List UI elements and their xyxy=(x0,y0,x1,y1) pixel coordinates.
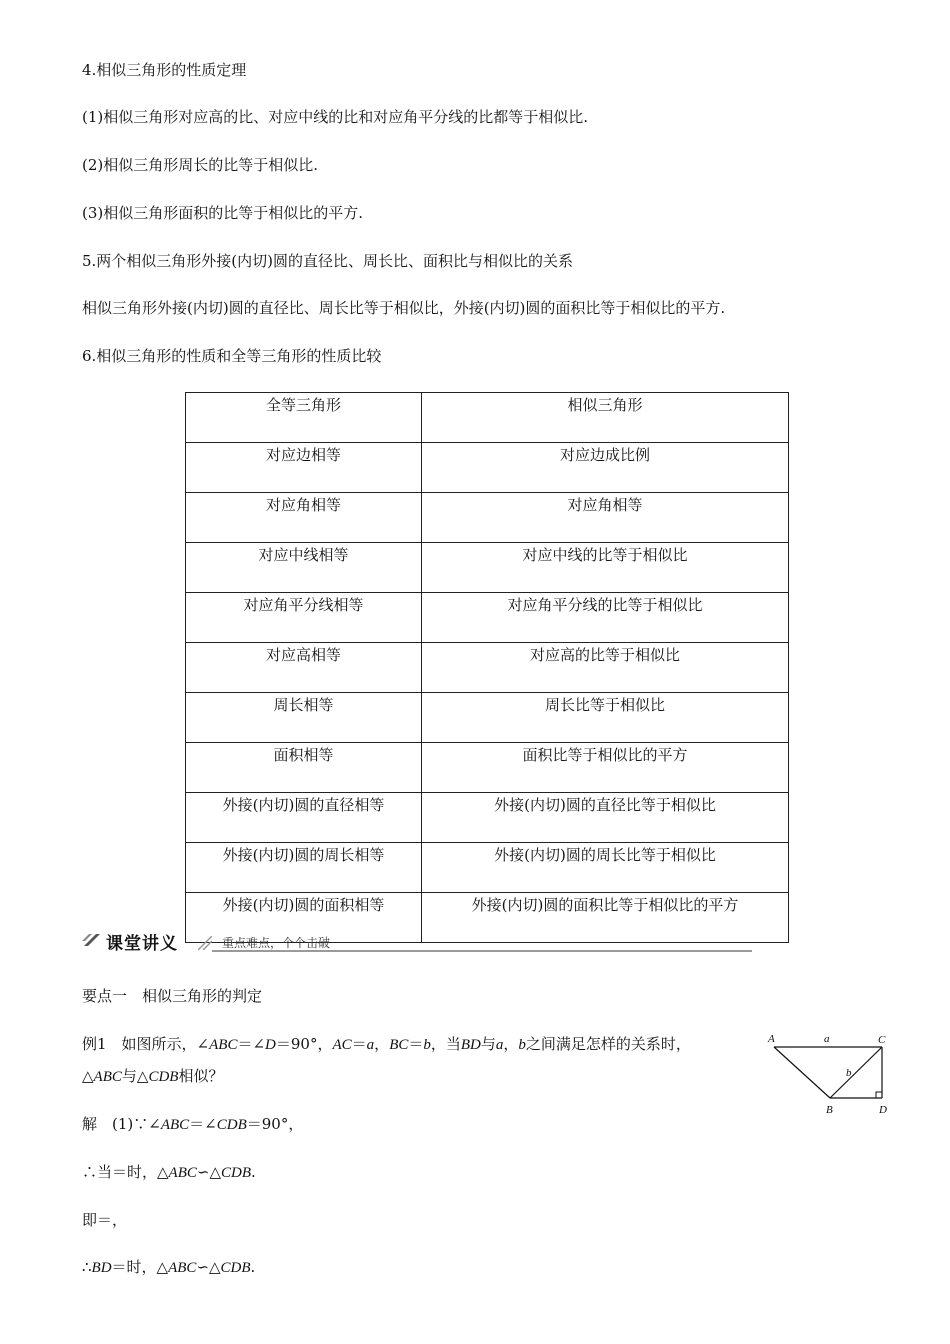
math: a xyxy=(366,1037,375,1053)
table-row xyxy=(186,443,789,493)
keypoint-heading: 要点一 相似三角形的判定 xyxy=(82,987,263,1005)
text: ＝ xyxy=(351,1035,367,1053)
label-a: A xyxy=(768,1033,775,1045)
math: CDB xyxy=(148,1069,179,1085)
math: ABC xyxy=(168,1165,197,1181)
example-line1 xyxy=(82,1034,691,1055)
section-banner xyxy=(82,928,752,954)
table-row xyxy=(186,693,789,743)
table-cell: 对应中线相等 xyxy=(186,543,422,593)
text: ＝∠ xyxy=(237,1035,266,1053)
section4-item3: (3)相似三角形面积的比等于相似比的平方. xyxy=(82,204,364,222)
label-c: C xyxy=(878,1034,886,1046)
math: BC xyxy=(389,1037,409,1053)
table-cell: 对应边成比例 xyxy=(422,443,789,493)
text: ，当 xyxy=(430,1035,461,1053)
math: ABC xyxy=(168,1260,197,1276)
table-cell: 对应高的比等于相似比 xyxy=(422,643,789,693)
section4-heading: 4.相似三角形的性质定理 xyxy=(82,61,247,79)
triangle-figure xyxy=(766,1030,896,1120)
math: ABC xyxy=(93,1069,122,1085)
text: ， xyxy=(503,1035,519,1053)
table-cell: 周长比等于相似比 xyxy=(422,693,789,743)
table-cell: 对应角相等 xyxy=(186,493,422,543)
table-cell: 外接(内切)圆的直径相等 xyxy=(186,793,422,843)
section5-body: 相似三角形外接(内切)圆的直径比、周长比等于相似比，外接(内切)圆的面积比等于相似比的平方. xyxy=(82,299,726,317)
example-label: 例1 xyxy=(82,1035,107,1053)
table-row xyxy=(186,393,789,443)
text: ∽△ xyxy=(196,1258,221,1276)
math: AC xyxy=(332,1037,352,1053)
table-cell: 外接(内切)圆的直径比等于相似比 xyxy=(422,793,789,843)
math: CDB xyxy=(216,1117,247,1133)
table-cell: 外接(内切)圆的面积相等 xyxy=(186,893,422,943)
text: ∴ xyxy=(82,1258,92,1276)
text: 相似？ xyxy=(178,1067,224,1085)
text: 与△ xyxy=(121,1067,149,1085)
label-b: B xyxy=(826,1104,833,1116)
segment-bc xyxy=(830,1047,882,1098)
table-row xyxy=(186,493,789,543)
math: b xyxy=(423,1037,431,1053)
text: 解 (1)∵∠ xyxy=(82,1115,161,1133)
math: b xyxy=(518,1037,526,1053)
text: ＝90°， xyxy=(246,1115,304,1133)
text: 之间满足怎样的关系时， xyxy=(525,1035,691,1053)
text: . xyxy=(250,1258,256,1276)
table-cell: 外接(内切)圆的周长比等于相似比 xyxy=(422,843,789,893)
text: ＝90°， xyxy=(275,1035,333,1053)
text: ， xyxy=(374,1035,390,1053)
table-cell: 面积相等 xyxy=(186,743,422,793)
section4-item1: (1)相似三角形对应高的比、对应中线的比和对应角平分线的比都等于相似比. xyxy=(82,108,589,126)
table-cell: 对应角相等 xyxy=(422,493,789,543)
pen-stripes-icon xyxy=(82,931,102,949)
label-side-a: a xyxy=(824,1033,830,1045)
table-cell: 对应高相等 xyxy=(186,643,422,693)
text: . xyxy=(251,1163,256,1181)
math: ABC xyxy=(160,1117,190,1133)
label-d: D xyxy=(879,1104,887,1116)
label-side-b: b xyxy=(846,1067,852,1079)
table-row xyxy=(186,843,789,893)
comparison-table xyxy=(185,392,789,943)
table-cell: 全等三角形 xyxy=(186,393,422,443)
table-row xyxy=(186,643,789,693)
section4-item2: (2)相似三角形周长的比等于相似比. xyxy=(82,156,319,174)
table-cell: 外接(内切)圆的周长相等 xyxy=(186,843,422,893)
math: ABC xyxy=(209,1037,238,1053)
math: D xyxy=(265,1037,276,1053)
section6-heading: 6.相似三角形的性质和全等三角形的性质比较 xyxy=(82,347,382,365)
text: ∽△ xyxy=(196,1163,221,1181)
segment-ab xyxy=(774,1047,830,1098)
text: ＝∠ xyxy=(189,1115,217,1133)
solution-line1 xyxy=(82,1114,303,1135)
table-row xyxy=(186,543,789,593)
stripes-icon xyxy=(198,936,212,950)
banner-subtitle: 重点难点，个个击破 xyxy=(222,936,331,950)
solution-line3: 即＝， xyxy=(82,1211,128,1229)
example-line2 xyxy=(82,1066,223,1087)
math: BD xyxy=(91,1260,112,1276)
text: 如图所示，∠ xyxy=(106,1035,210,1053)
table-cell: 对应边相等 xyxy=(186,443,422,493)
text: ∴当＝时，△ xyxy=(82,1163,169,1181)
table-row xyxy=(186,593,789,643)
text: △ xyxy=(82,1067,94,1085)
table-cell: 对应角平分线的比等于相似比 xyxy=(422,593,789,643)
math: CDB xyxy=(221,1165,251,1181)
math: BD xyxy=(460,1037,481,1053)
table-cell: 面积比等于相似比的平方 xyxy=(422,743,789,793)
table-cell: 对应中线的比等于相似比 xyxy=(422,543,789,593)
text: ＝ xyxy=(408,1035,424,1053)
section5-heading: 5.两个相似三角形外接(内切)圆的直径比、周长比、面积比与相似比的关系 xyxy=(82,252,574,270)
table-row xyxy=(186,793,789,843)
banner-rule xyxy=(212,950,752,952)
solution-line4 xyxy=(82,1257,255,1278)
solution-line2 xyxy=(82,1162,256,1183)
table-cell: 外接(内切)圆的面积比等于相似比的平方 xyxy=(422,893,789,943)
text: ＝时，△ xyxy=(111,1258,169,1276)
table-cell: 相似三角形 xyxy=(422,393,789,443)
table-row xyxy=(186,743,789,793)
text: 与 xyxy=(480,1035,496,1053)
math: CDB xyxy=(220,1260,251,1276)
table-cell: 对应角平分线相等 xyxy=(186,593,422,643)
banner-title: 课堂讲义 xyxy=(106,934,178,954)
table-cell: 周长相等 xyxy=(186,693,422,743)
right-angle-mark xyxy=(876,1092,882,1098)
math: a xyxy=(495,1037,504,1053)
